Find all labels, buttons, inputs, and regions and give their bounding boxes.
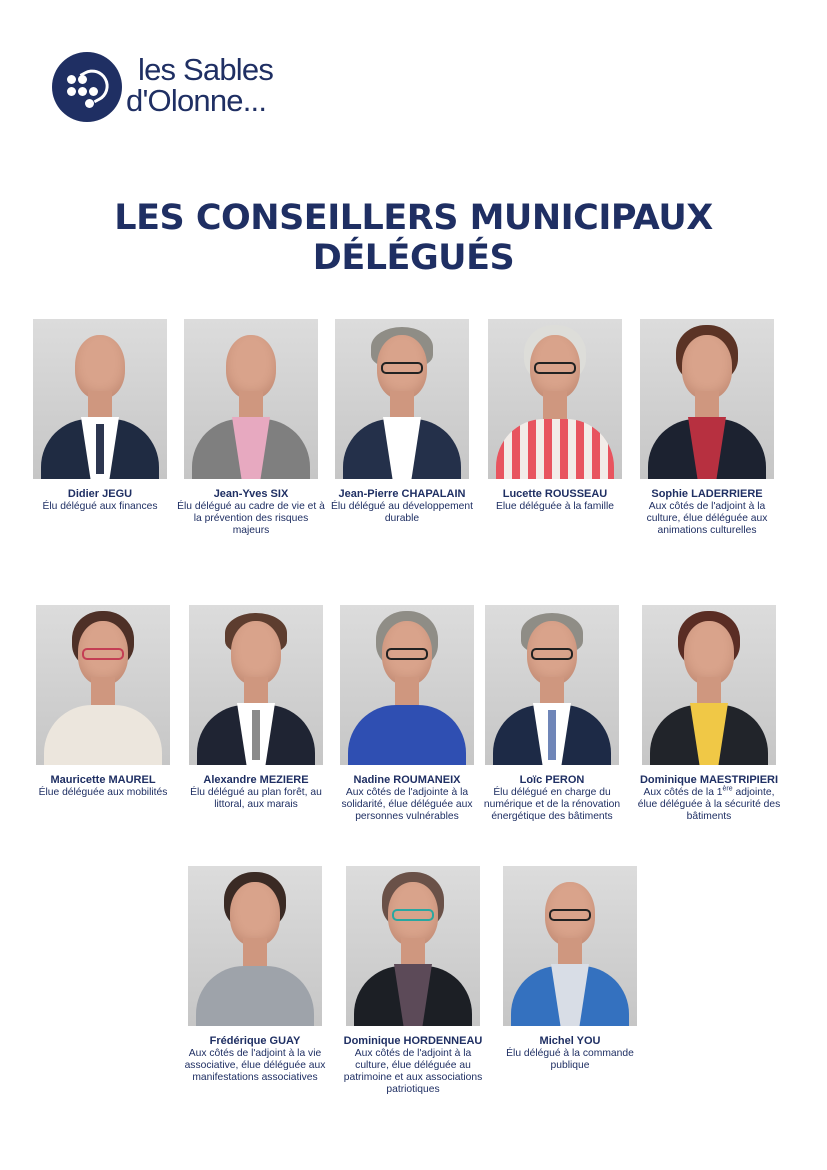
member-role: Élu délégué au plan forêt, au littoral, aux marais xyxy=(190,787,322,810)
member-name: Didier JEGU xyxy=(67,488,133,500)
member-role: Élu délégué aux finances xyxy=(42,501,158,512)
member-photo xyxy=(640,319,774,479)
member-name: Alexandre MEZIERE xyxy=(203,774,309,786)
member-role: Aux côtés de l'adjoint à la culture, élue déléguée au patrimoine et aux associations patriotiques xyxy=(343,1048,483,1095)
member-role: Aux côtés de l'adjoint à la culture, élue déléguée aux animations culturelles xyxy=(646,501,768,536)
member-photo xyxy=(36,605,170,765)
page-title-line-1: LES CONSEILLERS MUNICIPAUX xyxy=(114,198,713,238)
member-role: Élu délégué en charge du numérique et de la rénovation énergétique des bâtiments xyxy=(483,787,621,822)
member-name: Dominique HORDENNEAU xyxy=(343,1035,483,1047)
logo xyxy=(52,52,302,124)
member-photo xyxy=(642,605,776,765)
member-card xyxy=(495,866,645,1072)
member-card xyxy=(176,319,326,537)
member-role: Élu délégué à la commande publique xyxy=(506,1048,634,1071)
member-card xyxy=(480,319,630,513)
member-photo xyxy=(485,605,619,765)
member-name: Nadine ROUMANEIX xyxy=(353,774,461,786)
member-photo xyxy=(189,605,323,765)
member-role: Aux côtés de l'adjoint à la vie associative, élue déléguée aux manifestations associatives xyxy=(184,1048,326,1083)
logo-wordmark xyxy=(126,54,273,116)
member-card xyxy=(338,866,488,1096)
page-title-line-2: DÉLÉGUÉS xyxy=(312,238,515,278)
member-role: Élu délégué au développement durable xyxy=(331,501,473,524)
member-card xyxy=(634,605,784,823)
member-card xyxy=(332,605,482,823)
member-role: Élu délégué au cadre de vie et à la prévention des risques majeurs xyxy=(177,501,325,536)
member-photo xyxy=(346,866,480,1026)
member-card xyxy=(180,866,330,1084)
member-name: Frédérique GUAY xyxy=(209,1035,301,1047)
member-role: Elue déléguée à la famille xyxy=(496,501,614,512)
member-role: Aux côtés de la 1ère adjointe, élue déléguée à la sécurité des bâtiments xyxy=(637,785,781,822)
member-name: Loïc PERON xyxy=(519,774,585,786)
member-photo xyxy=(335,319,469,479)
member-photo xyxy=(488,319,622,479)
member-card xyxy=(477,605,627,823)
member-photo xyxy=(188,866,322,1026)
member-card xyxy=(181,605,331,811)
member-card xyxy=(28,605,178,799)
member-name: Lucette ROUSSEAU xyxy=(502,488,608,500)
page-title xyxy=(0,198,827,278)
member-name: Mauricette MAUREL xyxy=(50,774,156,786)
member-name: Dominique MAESTRIPIERI xyxy=(639,774,779,786)
member-photo xyxy=(503,866,637,1026)
logo-line-1: les Sables xyxy=(138,52,274,87)
member-role: Élue déléguée aux mobilités xyxy=(38,787,168,798)
member-name: Jean-Pierre CHAPALAIN xyxy=(338,488,466,500)
member-card xyxy=(25,319,175,513)
member-card xyxy=(327,319,477,525)
member-photo xyxy=(340,605,474,765)
logo-line-2: d'Olonne... xyxy=(126,83,267,118)
member-name: Michel YOU xyxy=(539,1035,601,1047)
member-role: Aux côtés de l'adjointe à la solidarité, élue déléguée aux personnes vulnérables xyxy=(341,787,473,822)
member-name: Jean-Yves SIX xyxy=(213,488,289,500)
member-photo xyxy=(184,319,318,479)
logo-mark-icon xyxy=(52,52,122,122)
member-card xyxy=(632,319,782,537)
member-name: Sophie LADERRIERE xyxy=(651,488,763,500)
member-photo xyxy=(33,319,167,479)
